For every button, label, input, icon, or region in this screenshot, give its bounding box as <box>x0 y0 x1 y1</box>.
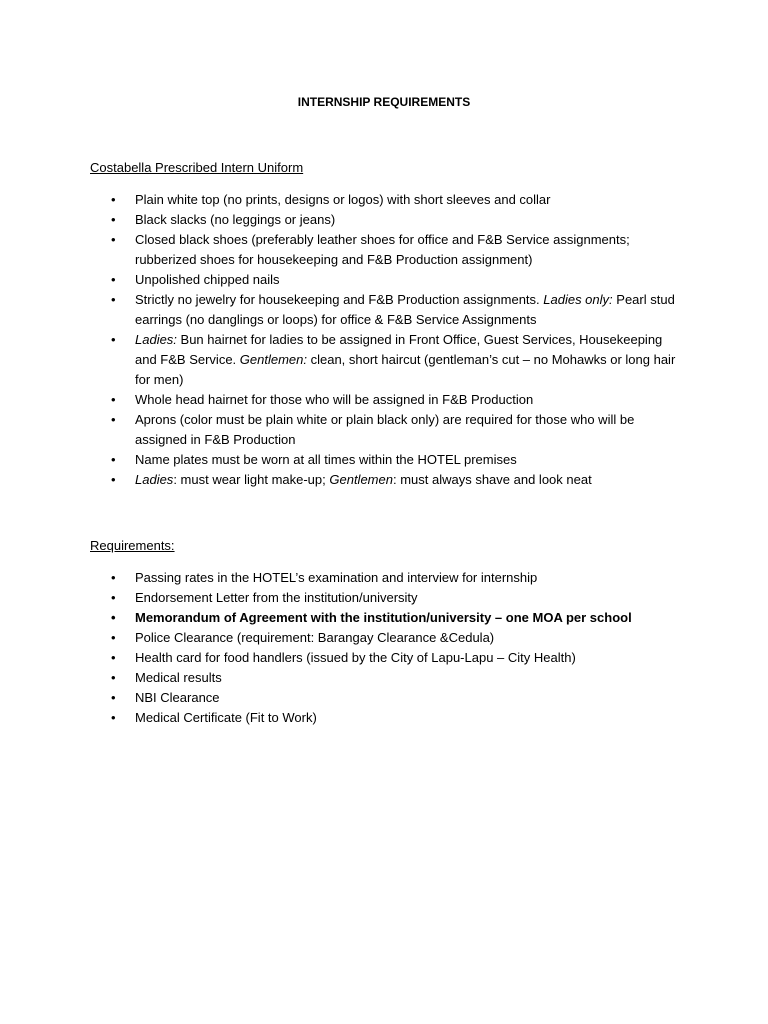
list-item <box>0 230 768 270</box>
list-item <box>0 628 768 648</box>
list-item <box>0 588 768 608</box>
bullet-icon: • <box>111 332 116 347</box>
emphasis-label: Ladies only: <box>543 292 613 307</box>
emphasis-label: Ladies <box>135 472 174 487</box>
bullet-icon: • <box>111 272 116 287</box>
bullet-icon: • <box>111 412 116 427</box>
list-item-text: Aprons (color must be plain white or plain black only) are required for those who will be assigned in F&B Production <box>135 412 635 447</box>
list-item-text: Unpolished chipped nails <box>135 272 280 287</box>
list-item <box>0 470 768 490</box>
list-item <box>0 568 768 588</box>
list-item <box>0 450 768 470</box>
list-item-text: Passing rates in the HOTEL’s examination and interview for internship <box>135 570 538 585</box>
bullet-icon: • <box>111 650 116 665</box>
list-item-text: Plain white top (no prints, designs or logos) with short sleeves and collar <box>135 192 551 207</box>
list-item <box>0 648 768 668</box>
list-item-text: Police Clearance (requirement: Barangay Clearance &Cedula) <box>135 630 495 645</box>
list-item-text: Strictly no jewelry for housekeeping and F&B Production assignments. <box>135 292 544 307</box>
list-item-text: Whole head hairnet for those who will be assigned in F&B Production <box>135 392 534 407</box>
list-item <box>0 330 768 390</box>
list-item <box>0 390 768 410</box>
list-item-text: Medical results <box>135 670 222 685</box>
bullet-icon: • <box>111 472 116 487</box>
list-item <box>0 210 768 230</box>
page-title: INTERNSHIP REQUIREMENTS <box>297 95 471 109</box>
list-item-text: Endorsement Letter from the institution/university <box>135 590 418 605</box>
list-item-text: clean, short haircut (gentleman’s cut – no Mohawks or long hair for men) <box>135 352 676 387</box>
list-item <box>0 688 768 708</box>
bullet-icon: • <box>111 212 116 227</box>
list-item-text: Black slacks (no leggings or jeans) <box>135 212 336 227</box>
list-item-text: Health card for food handlers (issued by the City of Lapu-Lapu – City Health) <box>135 650 576 665</box>
list-item <box>0 708 768 728</box>
bullet-icon: • <box>111 452 116 467</box>
bullet-icon: • <box>111 630 116 645</box>
bullet-icon: • <box>111 590 116 605</box>
bullet-icon: • <box>111 670 116 685</box>
bullet-icon: • <box>111 292 116 307</box>
bullet-icon: • <box>111 610 116 625</box>
list-item <box>0 410 768 450</box>
list-item <box>0 290 768 330</box>
bullet-icon: • <box>111 192 116 207</box>
requirements-section-heading: Requirements: <box>90 538 175 553</box>
list-item-text: : must always shave and look neat <box>392 472 592 487</box>
uniform-list <box>0 190 768 490</box>
list-item <box>0 668 768 688</box>
list-item-text: Name plates must be worn at all times within the HOTEL premises <box>135 452 517 467</box>
bullet-icon: • <box>111 690 116 705</box>
bullet-icon: • <box>111 710 116 725</box>
list-item <box>0 270 768 290</box>
list-item-text: : must wear light make-up; <box>173 472 330 487</box>
bullet-icon: • <box>111 232 116 247</box>
requirements-list <box>0 568 768 728</box>
list-item <box>0 190 768 210</box>
list-item-text: Bun hairnet for ladies to be assigned in Front Office, Guest Services, Housekeeping and F&B Service. <box>135 332 663 367</box>
list-item-text: NBI Clearance <box>135 690 220 705</box>
bullet-icon: • <box>111 570 116 585</box>
list-item-text: Medical Certificate (Fit to Work) <box>135 710 317 725</box>
list-item-text: Closed black shoes (preferably leather shoes for office and F&B Service assignments; rubberized shoes for housekeeping and F&B Production assignment) <box>135 232 630 267</box>
list-item-text: Pearl stud earrings (no danglings or loops) for office & F&B Service Assignments <box>135 292 675 327</box>
uniform-section-heading: Costabella Prescribed Intern Uniform <box>90 160 304 175</box>
emphasis-label: Ladies: <box>135 332 177 347</box>
bullet-icon: • <box>111 392 116 407</box>
emphasis-label: Gentlemen <box>329 472 393 487</box>
list-item <box>0 608 768 628</box>
list-item-text: Memorandum of Agreement with the institution/university – one MOA per school <box>135 610 632 625</box>
emphasis-label: Gentlemen: <box>239 352 307 367</box>
